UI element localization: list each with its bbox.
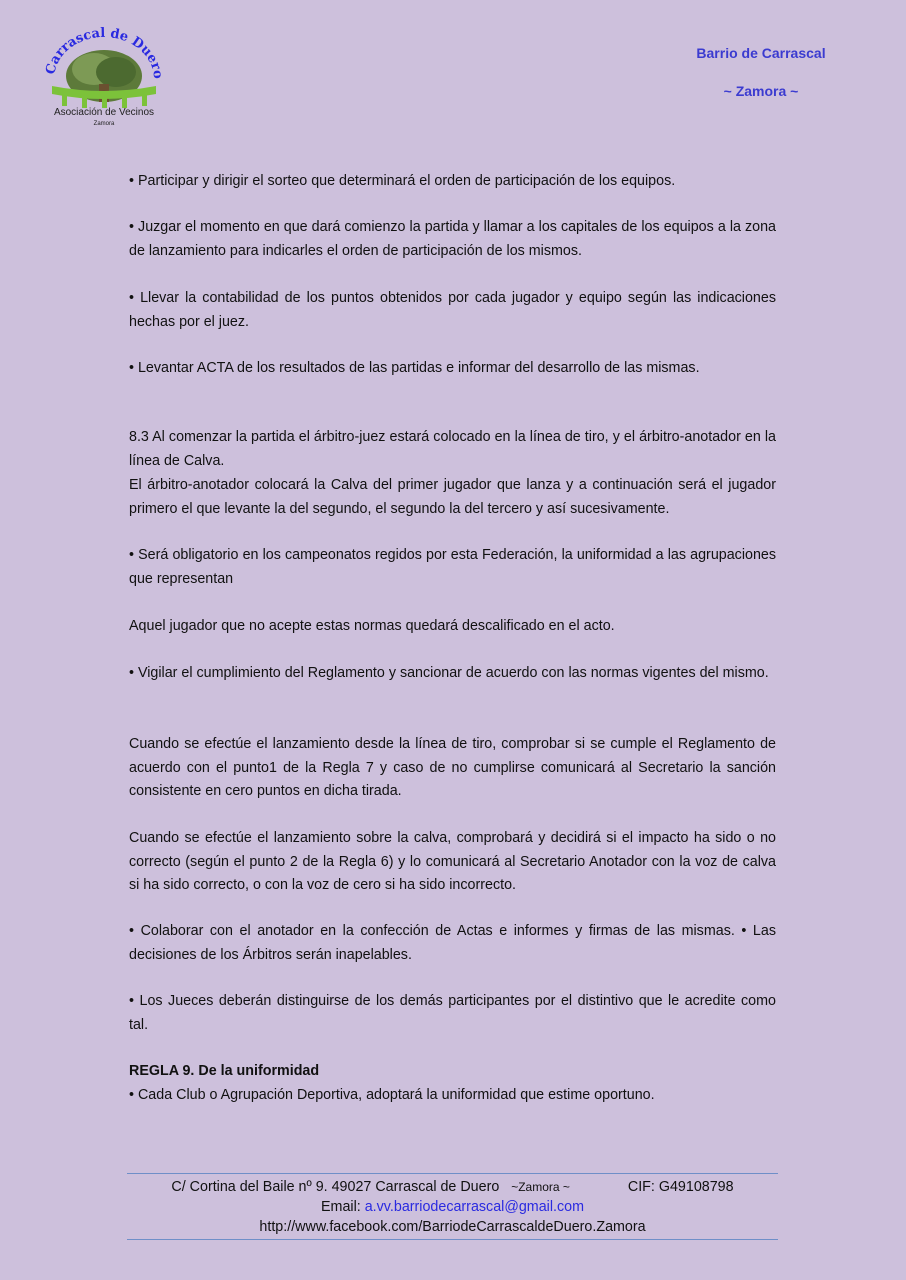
- paragraph: • Participar y dirigir el sorteo que determinará el orden de participación de los equipos.: [129, 173, 676, 189]
- footer-top-rule: [127, 1173, 778, 1174]
- svg-text:Zamora: Zamora: [93, 121, 115, 127]
- footer-cif: CIF: G49108798: [627, 1179, 734, 1195]
- paragraph: Cuando se efectúe el lanzamiento desde la línea de tiro, comprobar si se cumple el Reglamento de acuerdo con el punto1 de la Regla 7 y caso de no cumplirse comunicará al Secretario la sanción consistente en cero puntos en dicha tirada.: [129, 736, 776, 799]
- footer-url[interactable]: http://www.facebook.com/BarriodeCarrascaldeDuero.Zamora: [259, 1219, 646, 1235]
- paragraph: • Vigilar el cumplimiento del Reglamento y sancionar de acuerdo con las normas vigentes del mismo.: [129, 665, 769, 681]
- svg-text:Carrascal de Duero: Carrascal de Duero: [44, 25, 164, 80]
- svg-text:Asociación de Vecinos: Asociación de Vecinos: [53, 107, 155, 118]
- header-title: Barrio de Carrascal: [696, 45, 826, 61]
- paragraph: • Levantar ACTA de los resultados de las partidas e informar del desarrollo de las mismas.: [129, 360, 700, 376]
- paragraph: • Llevar la contabilidad de los puntos obtenidos por cada jugador y equipo según las indicaciones hechas por el juez.: [129, 290, 776, 330]
- paragraph: • Colaborar con el anotador en la confección de Actas e informes y firmas de las mismas. • Las decisiones de los Árbitros serán inapelables.: [129, 923, 776, 963]
- paragraph: • Los Jueces deberán distinguirse de los demás participantes por el distintivo que le acredite como tal.: [129, 993, 776, 1033]
- footer-address-line: [127, 1177, 778, 1198]
- paragraph: • Será obligatorio en los campeonatos regidos por esta Federación, la uniformidad a las agrupaciones que representan: [129, 547, 776, 587]
- paragraph: El árbitro-anotador colocará la Calva del primer jugador que lanza y a continuación será el jugador primero el que levante la del segundo, el segundo la del tercero y así sucesivamente.: [129, 477, 776, 517]
- paragraph: Cuando se efectúe el lanzamiento sobre la calva, comprobará y decidirá si el impacto ha sido o no correcto (según el punto 2 de la Regla 6) y lo comunicará al Secretario Anotador con la voz de calva si ha sido correcto, o con la voz de cero si ha sido incorrecto.: [129, 830, 776, 893]
- footer-email-label: Email:: [321, 1199, 361, 1215]
- footer-bottom-rule: [127, 1239, 778, 1240]
- paragraph: 8.3 Al comenzar la partida el árbitro-juez estará colocado en la línea de tiro, y el árbitro-anotador en la línea de Calva.: [129, 429, 776, 469]
- association-logo: [44, 24, 164, 128]
- paragraph: • Juzgar el momento en que dará comienzo la partida y llamar a los capitales de los equipos a la zona de lanzamiento para indicarles el orden de participación de los mismos.: [129, 219, 776, 259]
- header-subtitle: ~ Zamora ~: [723, 83, 799, 99]
- section-heading: REGLA 9. De la uniformidad: [129, 1063, 320, 1079]
- footer-email-line: [127, 1197, 778, 1218]
- footer-address: C/ Cortina del Baile nº 9. 49027 Carrascal de Duero: [171, 1179, 500, 1195]
- footer-city: ~Zamora ~: [511, 1180, 570, 1194]
- paragraph: Aquel jugador que no acepte estas normas quedará descalificado en el acto.: [129, 618, 615, 634]
- footer-email-link[interactable]: a.vv.barriodecarrascal@gmail.com: [364, 1199, 584, 1215]
- paragraph: • Cada Club o Agrupación Deportiva, adoptará la uniformidad que estime oportuno.: [129, 1087, 655, 1103]
